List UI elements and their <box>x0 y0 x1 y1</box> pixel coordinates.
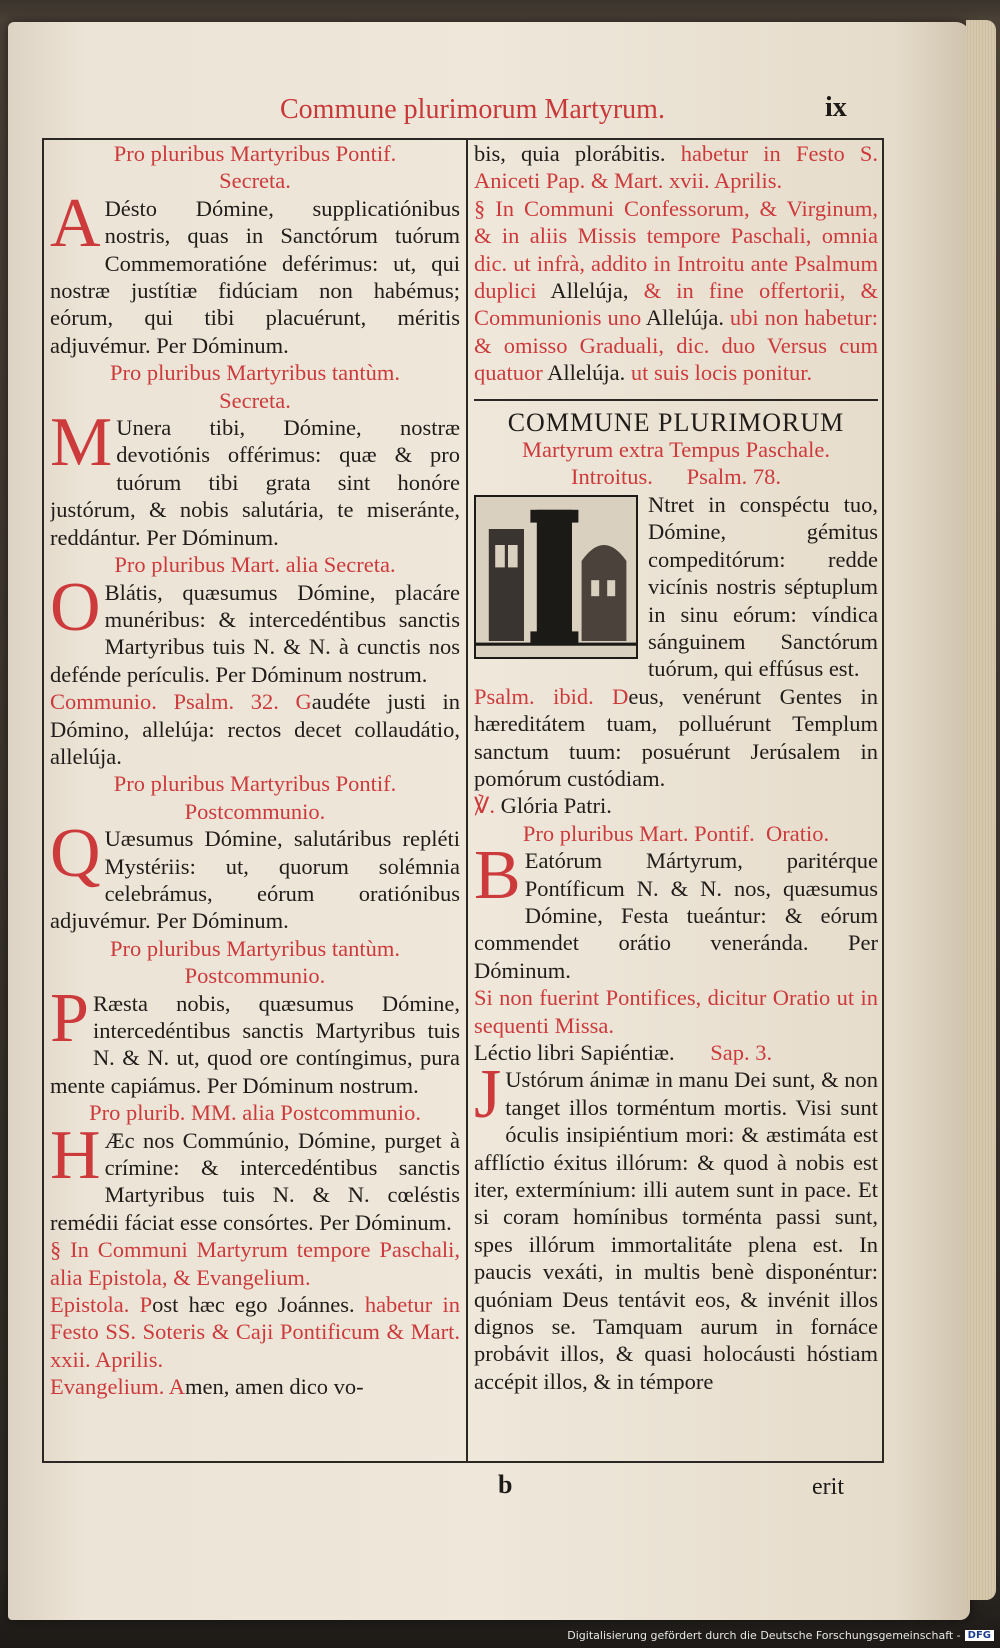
versicle-text: Glória Patri. <box>500 793 612 819</box>
drop-initial: A <box>50 184 101 262</box>
prayer-paragraph <box>50 404 460 551</box>
drop-initial: B <box>474 837 521 915</box>
rubric: Si non fuerint Pontifices, dicitur Oratio ut in sequenti Missa. <box>474 985 878 1038</box>
lectio-heading <box>474 1039 878 1066</box>
running-header: Commune plurimorum Martyrum. <box>280 94 665 125</box>
frame-rule-right <box>882 138 884 1463</box>
versicle-icon: ℣. <box>474 793 496 819</box>
rubric-inline: § In Communi Confessorum, & Virginum, & in aliis Missis tempore Paschali, omnia dic. ut infrà, addito in Introitu ante Psalmum duplici <box>474 195 878 304</box>
section-heading: COMMUNE PLURIMORUM <box>507 407 845 437</box>
rubric: Introitus. Psalm. 78. <box>570 464 781 490</box>
introit-paragraph <box>474 491 878 683</box>
page-edges <box>966 20 996 1600</box>
versicle-paragraph <box>474 792 878 819</box>
drop-initial: M <box>50 404 113 482</box>
alleluia-text: Allelúja, <box>550 278 629 304</box>
drop-initial: O <box>50 568 101 646</box>
incipit-text: men, amen dico vo- <box>184 1374 364 1400</box>
rubric-inline: ut suis locis ponitur. <box>630 360 813 386</box>
right-column <box>474 140 878 1460</box>
alleluia-text: Allelúja. <box>645 305 724 331</box>
prayer-text: Blátis, quæsumus Dómine, placáre munéribus: & intercedéntibus sanctis Martyribus tuis N. & N. à cunctis nos defénde perículis. Per Dóminum nostrum. <box>50 579 460 687</box>
rubric-block <box>474 195 878 387</box>
prayer-paragraph <box>50 979 460 1100</box>
incipit-text: ost hæc ego Joánnes. <box>152 1292 355 1318</box>
lectio-title: Léctio libri Sapiéntiæ. <box>474 1040 675 1065</box>
prayer-text: Eatórum Mártyrum, paritérque Pontíficum N. & N. nos, quæsumus Dómine, Festa tueántur: & eórum commendet orátio veneránda. Per Dóminum. <box>474 848 878 983</box>
lectio-text: Ustórum ánimæ in manu Dei sunt, & non tanget illos torméntum mortis. Visi sunt óculis insipiéntium mori: & æstimáta est afflíctio éxitus illórum: & quod à nobis est iter, extermínium: illi autem sunt in pace. Et si coram homínibus torménta passi sunt, spes illórum immortalitáte plena est. In paucis vexáti, in multis benè disponéntur: quóniam Deus tentávit eos, & invénit illos dignos se. Tamquam aurum in fornáce probávit illos, & quasi holocáusti hóstiam accépit illos, & in témpore <box>474 1067 878 1394</box>
rubric: Pro pluribus Mart. Pontif. Oratio. <box>522 820 830 846</box>
evangelium-paragraph <box>50 1373 460 1400</box>
rubric: Pro pluribus Mart. alia Secreta. <box>114 552 396 578</box>
drop-initial: J <box>474 1056 502 1134</box>
psalm-text: eus, venérunt Gentes in hæreditátem tuam, polluérunt Templum sanctum tuum: posuérunt Jerúsalem in pomórum custódiam. <box>474 683 878 791</box>
prayer-text: Æc nos Commúnio, Dómine, purget à crímine: & intercedéntibus sanctis Martyribus tuis N. & N. cœléstis remédii fáciat esse consórtes. Per Dóminum. <box>50 1127 460 1235</box>
rubric: Postcommunio. <box>184 798 326 824</box>
frame-rule-left <box>42 138 44 1463</box>
rubric-inline: Psalm. ibid. D <box>474 683 629 709</box>
rubric: Pro pluribus Martyribus Pontif. <box>113 771 397 797</box>
rubric: Martyrum extra Tempus Paschale. <box>522 437 830 463</box>
prayer-paragraph <box>50 1116 460 1237</box>
dfg-logo: DFG <box>965 1630 994 1641</box>
prayer-paragraph <box>50 184 460 359</box>
drop-initial: P <box>50 979 89 1057</box>
rubric: Pro pluribus Martyribus Pontif. <box>113 141 397 166</box>
credit-text: Digitalisierung gefördert durch die Deutsche Forschungsgemeinschaft - <box>567 1629 961 1642</box>
prayer-paragraph <box>50 568 460 689</box>
rubric: § In Communi Martyrum tempore Paschali, alia Epistola, & Evangelium. <box>50 1237 460 1290</box>
rubric-inline: habetur in Festo SS. Soteris & Caji Pontificum & Mart. xxii. Aprilis. <box>50 1292 460 1372</box>
catchword: erit <box>812 1474 844 1500</box>
introit-text: Ntret in conspéctu tuo, Dómine, gémitus compeditórum: redde vicínis nostris séptuplum in sinu eórum: víndica sánguinem Sanctórum tuórum, qui effúsus est. <box>648 491 878 682</box>
folio-number: ix <box>825 92 847 123</box>
column-divider <box>466 138 468 1463</box>
epistola-paragraph <box>50 1291 460 1373</box>
continuation-paragraph <box>474 140 878 195</box>
rubric: Postcommunio. <box>184 963 326 989</box>
prayer-paragraph <box>474 837 878 984</box>
alleluia-text: Allelúja. <box>547 360 626 386</box>
prayer-text: Ræsta nobis, quæsumus Dómine, intercedéntibus sanctis Martyribus tuis N. & N. ut, quod ore contíngimus, pura mente capiámus. Per Dóminum nostrum. <box>50 990 460 1098</box>
psalm-paragraph <box>474 683 878 793</box>
rubric-inline: ubi non habetur: & omisso Graduali, dic. duo Versus cum quatuor <box>474 305 878 386</box>
rubric: Pro pluribus Martyribus tantùm. <box>110 935 400 961</box>
drop-initial: Q <box>50 815 101 893</box>
rubric: Pro pluribus Martyribus tantùm. <box>110 360 400 386</box>
woodcut-initial-i-image <box>474 495 638 659</box>
section-rule <box>474 399 878 401</box>
prayer-paragraph <box>50 815 460 935</box>
rubric-inline: Evangelium. A <box>50 1374 185 1400</box>
digitization-credit <box>567 1629 994 1642</box>
rubric-inline: Sap. 3. <box>710 1040 773 1065</box>
rubric-inline: & in fine offertorii, & Communionis uno <box>474 278 878 331</box>
rubric-inline: Epistola. P <box>50 1292 153 1318</box>
prayer-text: Unera tibi, Dómine, nostræ devotiónis offérimus: quæ & pro tuórum tibi grata sint honóre justórum, & nobis salutária, te miseránte, reddántur. Per Dóminum. <box>50 415 460 550</box>
prayer-text: Désto Dómine, supplicatiónibus nostris, quas in Sanctórum tuórum Commemoratióne deférimus: ut, qui nostræ justítiæ fidúciam non habémus; eórum, qui tibi placuérunt, méritis adjuvémur. Per Dóminum. <box>50 195 460 358</box>
chant-text: audéte justi in Dómino, allelúja: rectos decet collaudátio, allelúja. <box>50 689 460 769</box>
frame-rule-bottom <box>42 1461 884 1463</box>
lectio-paragraph <box>474 1056 878 1395</box>
drop-initial: H <box>50 1116 101 1194</box>
left-column <box>50 140 460 1460</box>
rubric-inline: Communio. Psalm. 32. G <box>50 689 312 715</box>
prayer-text: Uæsumus Dómine, salutáribus repléti Mystériis: ut, quorum solémnia celebrámus, eórum oratiónibus adjuvémur. Per Dóminum. <box>50 826 460 934</box>
communio-paragraph <box>50 688 460 770</box>
rubric: Pro plurib. MM. alia Postcommunio. <box>89 1100 421 1126</box>
incipit-text: bis, quia plorábitis. <box>474 141 666 166</box>
signature-mark: b <box>498 1470 513 1499</box>
rubric-inline: habetur in Festo S. Aniceti Pap. & Mart. xvii. Aprilis. <box>474 141 878 194</box>
rubric: Secreta. <box>219 387 291 413</box>
rubric: Secreta. <box>219 168 291 194</box>
